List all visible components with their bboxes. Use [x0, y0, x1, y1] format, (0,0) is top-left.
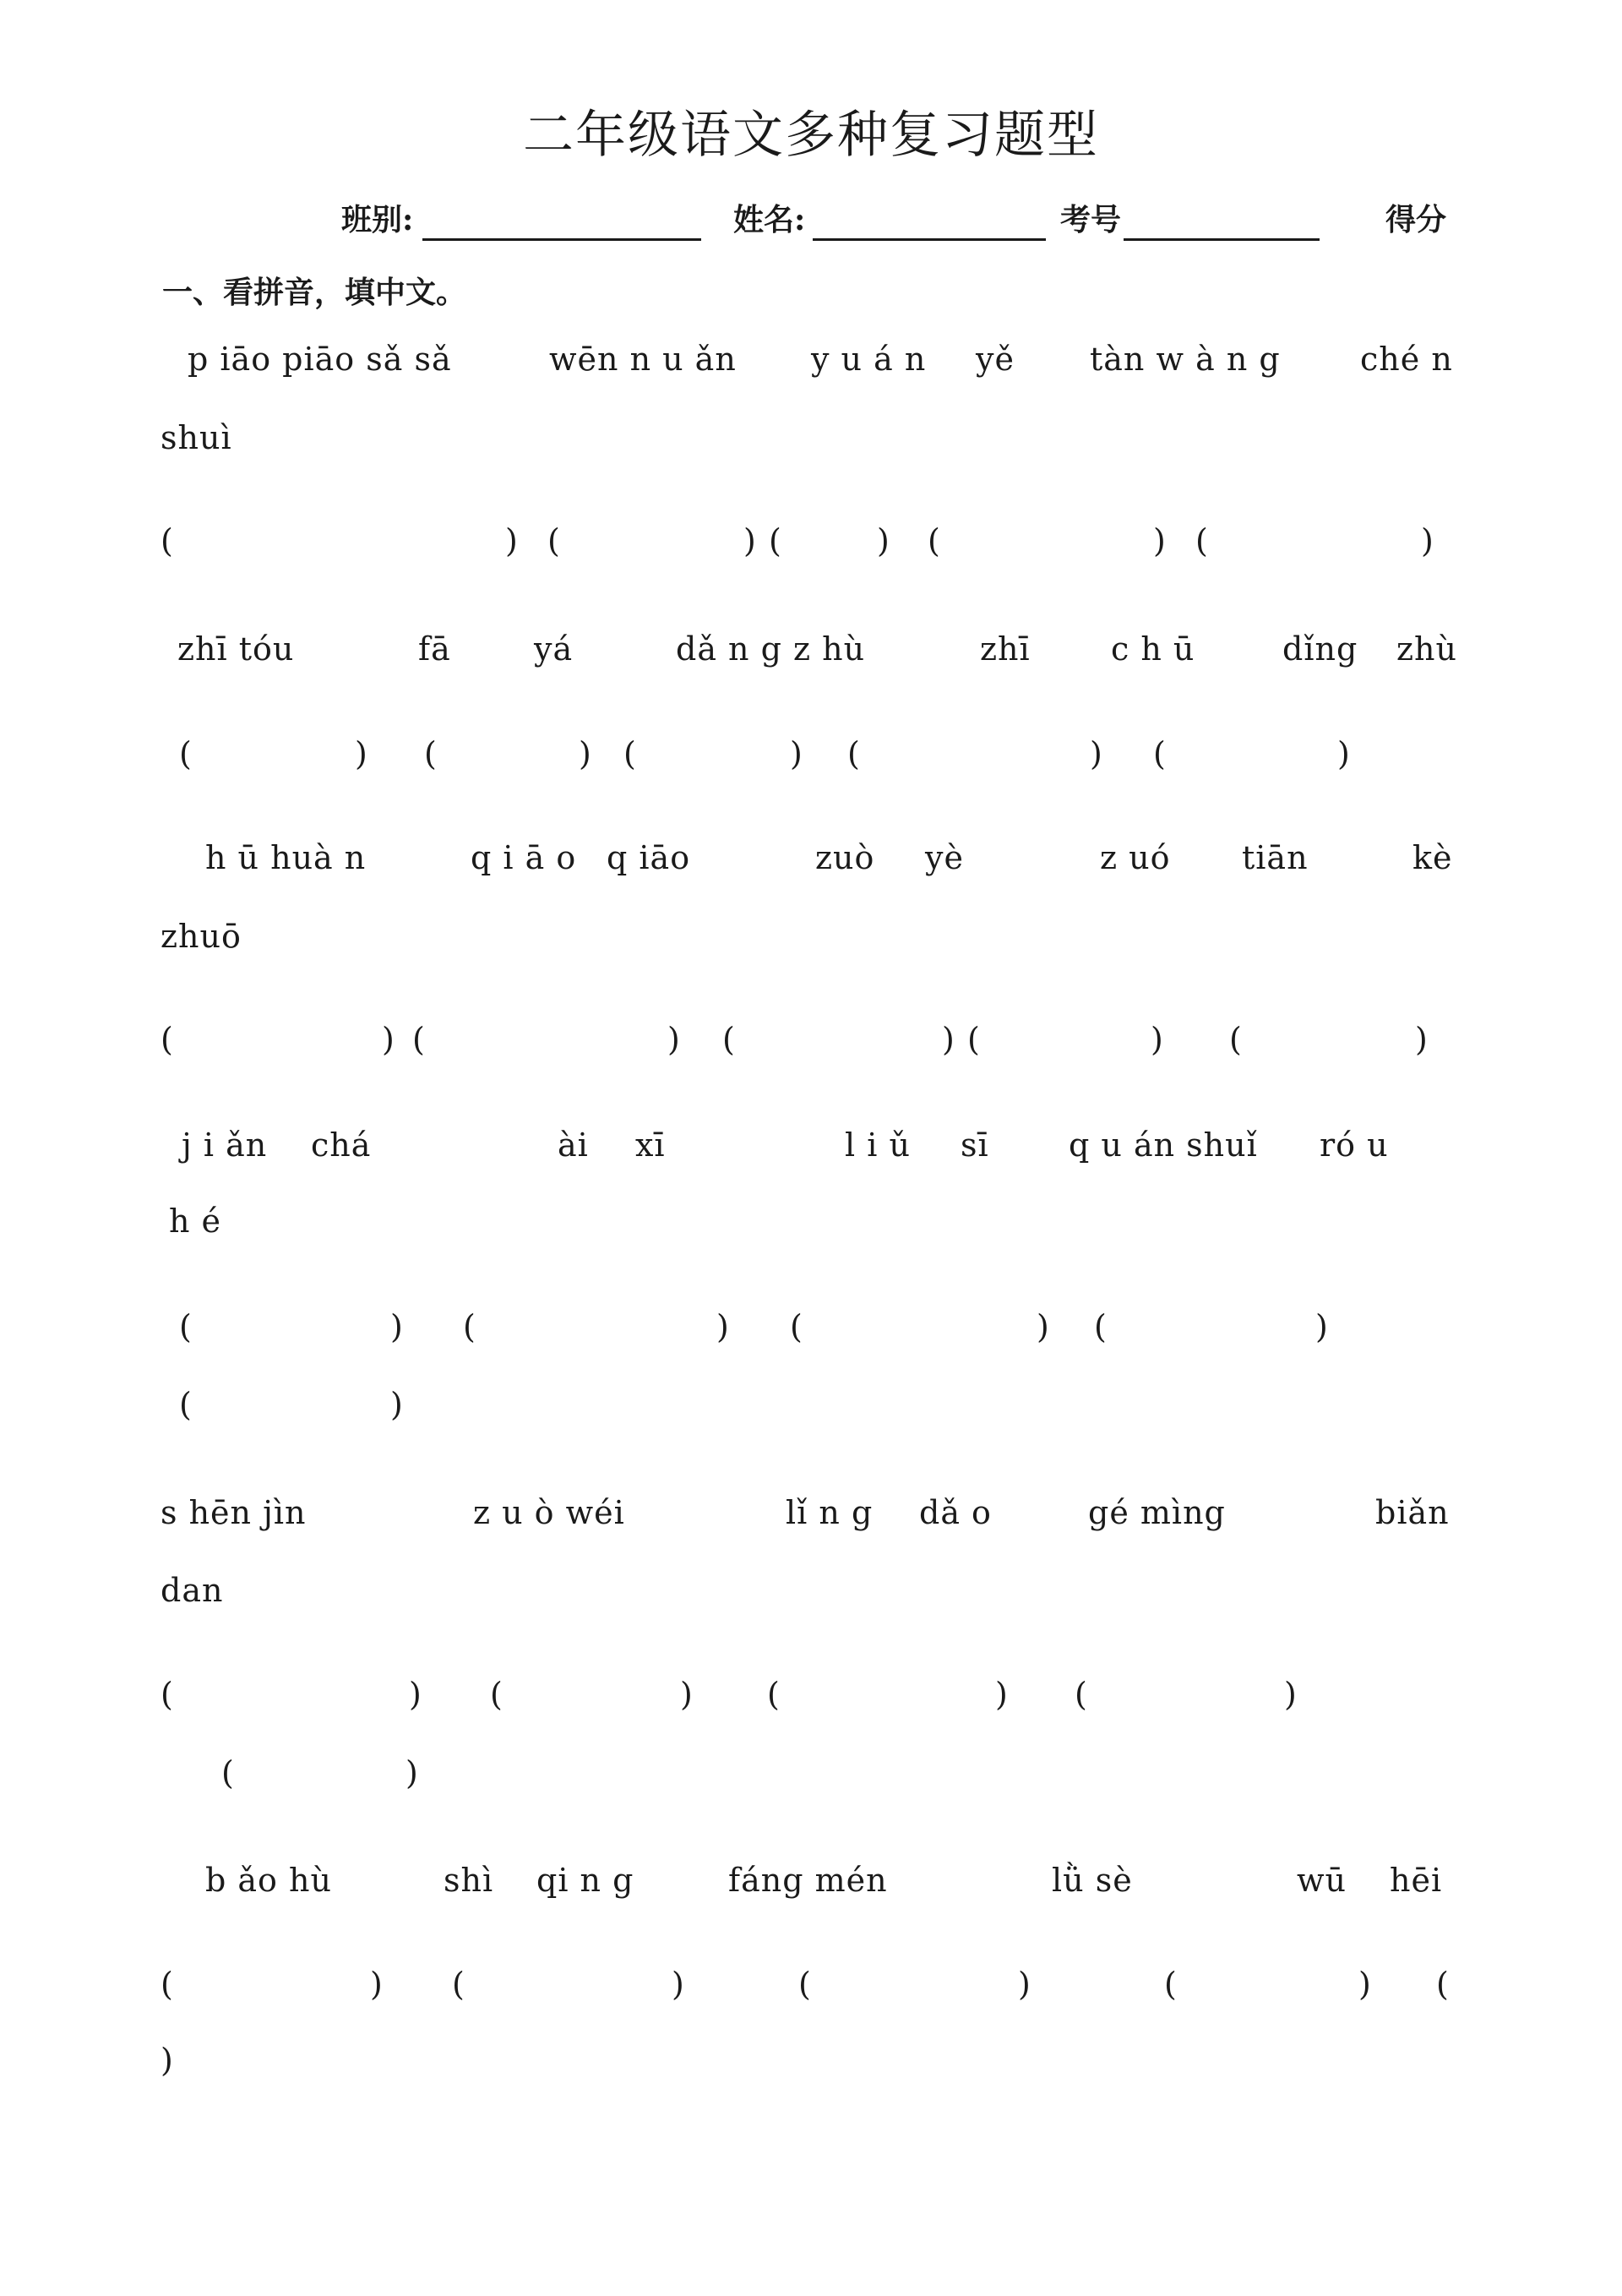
pinyin-row [0, 1120, 1622, 1170]
pinyin-word: yè [925, 839, 964, 876]
pinyin-word: j i ǎn [182, 1126, 268, 1164]
answer-open-paren[interactable]: ( [179, 1386, 192, 1423]
pinyin-word: xī [635, 1126, 666, 1164]
pinyin-word: q u án shuǐ [1069, 1126, 1258, 1164]
pinyin-word: zhī [980, 630, 1031, 668]
answer-open-paren[interactable]: ( [221, 1754, 234, 1792]
score-label: 得分 [1385, 202, 1447, 237]
answer-close-paren[interactable]: ) [1337, 735, 1350, 772]
pinyin-word: yá [534, 630, 574, 668]
class-label: 班别: [341, 202, 414, 237]
pinyin-row [0, 1487, 1622, 1538]
answer-row [0, 728, 1622, 779]
answer-close-paren[interactable]: ) [579, 735, 591, 772]
answer-close-paren[interactable]: ) [877, 522, 890, 559]
pinyin-word: wū [1297, 1862, 1347, 1899]
answer-open-paren[interactable]: ( [161, 1021, 173, 1058]
answer-open-paren[interactable]: ( [412, 1021, 425, 1058]
answer-row [0, 1959, 1622, 2010]
answer-open-paren[interactable]: ( [769, 522, 781, 559]
pinyin-word: kè [1412, 839, 1453, 876]
section-title: 一、看拼音，填中文。 [162, 275, 467, 310]
pinyin-word: p iāo piāo sǎ sǎ [188, 341, 452, 378]
pinyin-word: c h ū [1111, 630, 1195, 668]
pinyin-word: ài [558, 1126, 589, 1164]
pinyin-word: b ǎo hù [205, 1862, 332, 1899]
pinyin-word: tàn w à n g [1090, 341, 1281, 378]
answer-open-paren[interactable]: ( [967, 1021, 980, 1058]
answer-close-paren[interactable]: ) [1315, 1308, 1328, 1345]
answer-close-paren[interactable]: ) [995, 1676, 1008, 1713]
answer-close-paren[interactable]: ) [1037, 1308, 1049, 1345]
answer-close-paren[interactable]: ) [1090, 735, 1102, 772]
pinyin-word: l i ǔ [845, 1126, 911, 1164]
answer-open-paren[interactable]: ( [547, 522, 560, 559]
answer-row [0, 1379, 1622, 1430]
pinyin-word: dǎ o [919, 1494, 992, 1531]
pinyin-word: wēn n u ǎn [549, 341, 737, 378]
pinyin-word: gé mìng [1088, 1494, 1226, 1531]
pinyin-word: dǐng [1282, 630, 1358, 668]
answer-close-paren[interactable]: ) [672, 1966, 684, 2003]
pinyin-word: hēi [1390, 1862, 1443, 1899]
pinyin-word: tiān [1242, 839, 1309, 876]
pinyin-word: lǐ n g [786, 1494, 874, 1531]
pinyin-word: h é [169, 1203, 222, 1240]
pinyin-word: zuò [815, 839, 875, 876]
pinyin-word: s hēn jìn [161, 1494, 307, 1531]
pinyin-word: zhuō [161, 918, 242, 955]
name-label: 姓名: [733, 202, 806, 237]
pinyin-word: ché n [1360, 341, 1453, 378]
pinyin-row [0, 334, 1622, 384]
answer-close-paren[interactable]: ) [667, 1021, 680, 1058]
answer-row [0, 1669, 1622, 1720]
pinyin-word: dan [161, 1572, 224, 1609]
pinyin-word: sī [961, 1126, 989, 1164]
pinyin-row [0, 832, 1622, 883]
answer-open-paren[interactable]: ( [179, 1308, 192, 1345]
pinyin-row [0, 1855, 1622, 1906]
pinyin-word: fā [418, 630, 451, 668]
answer-open-paren[interactable]: ( [847, 735, 860, 772]
pinyin-word: q iāo [607, 839, 691, 876]
pinyin-word: q i ā o [471, 839, 577, 876]
exam-number-label: 考号 [1060, 202, 1122, 237]
answer-close-paren[interactable]: ) [716, 1308, 729, 1345]
answer-open-paren[interactable]: ( [1075, 1676, 1087, 1713]
answer-open-paren[interactable]: ( [1094, 1308, 1107, 1345]
pinyin-word: yě [976, 341, 1015, 378]
answer-open-paren[interactable]: ( [161, 1966, 173, 2003]
answer-close-paren[interactable]: ) [680, 1676, 693, 1713]
answer-close-paren[interactable]: ) [1284, 1676, 1297, 1713]
answer-close-paren[interactable]: ) [942, 1021, 955, 1058]
answer-close-paren[interactable]: ) [1421, 522, 1434, 559]
answer-open-paren[interactable]: ( [452, 1966, 465, 2003]
pinyin-word: biǎn [1375, 1494, 1450, 1531]
answer-open-paren[interactable]: ( [1153, 735, 1166, 772]
pinyin-word: shuì [161, 419, 232, 456]
answer-row [0, 1014, 1622, 1065]
pinyin-row [0, 624, 1622, 674]
answer-open-paren[interactable]: ( [161, 522, 173, 559]
answer-open-paren[interactable]: ( [1164, 1966, 1177, 2003]
answer-open-paren[interactable]: ( [790, 1308, 803, 1345]
pinyin-word: zhī tóu [177, 630, 295, 668]
answer-close-paren[interactable]: ) [409, 1676, 422, 1713]
answer-open-paren[interactable]: ( [463, 1308, 476, 1345]
answer-row [0, 1301, 1622, 1352]
pinyin-word: ró u [1320, 1126, 1389, 1164]
page-title: 二年级语文多种复习题型 [523, 106, 1099, 165]
answer-open-paren[interactable]: ( [161, 1676, 173, 1713]
pinyin-row [0, 1196, 1622, 1246]
answer-close-paren[interactable]: ) [790, 735, 803, 772]
name-blank[interactable] [813, 238, 1046, 241]
answer-open-paren[interactable]: ( [722, 1021, 735, 1058]
pinyin-row [0, 412, 1622, 463]
answer-close-paren[interactable]: ) [406, 1754, 418, 1792]
answer-close-paren[interactable]: ) [355, 735, 367, 772]
pinyin-word: y u á n [811, 341, 927, 378]
pinyin-word: lǜ sè [1052, 1862, 1133, 1899]
answer-open-paren[interactable]: ( [1195, 522, 1208, 559]
answer-open-paren[interactable]: ( [179, 735, 192, 772]
answer-close-paren[interactable]: ) [161, 2042, 173, 2079]
answer-open-paren[interactable]: ( [490, 1676, 503, 1713]
class-blank[interactable] [422, 238, 701, 241]
answer-row [0, 515, 1622, 566]
pinyin-word: fáng mén [728, 1862, 888, 1899]
answer-open-paren[interactable]: ( [623, 735, 636, 772]
answer-close-paren[interactable]: ) [1151, 1021, 1163, 1058]
answer-open-paren[interactable]: ( [798, 1966, 811, 2003]
answer-close-paren[interactable]: ) [382, 1021, 395, 1058]
answer-open-paren[interactable]: ( [1436, 1966, 1449, 2003]
pinyin-row [0, 1565, 1622, 1616]
answer-close-paren[interactable]: ) [743, 522, 756, 559]
pinyin-row [0, 911, 1622, 962]
answer-close-paren[interactable]: ) [390, 1308, 403, 1345]
answer-close-paren[interactable]: ) [1415, 1021, 1428, 1058]
pinyin-word: z u ò wéi [473, 1494, 625, 1531]
pinyin-word: h ū huà n [205, 839, 367, 876]
answer-close-paren[interactable]: ) [1153, 522, 1166, 559]
answer-row [0, 1748, 1622, 1798]
answer-close-paren[interactable]: ) [390, 1386, 403, 1423]
answer-open-paren[interactable]: ( [928, 522, 940, 559]
pinyin-word: chá [311, 1126, 372, 1164]
answer-open-paren[interactable]: ( [767, 1676, 780, 1713]
exam-number-blank[interactable] [1124, 238, 1320, 241]
answer-close-paren[interactable]: ) [1018, 1966, 1031, 2003]
pinyin-word: qi n g [536, 1862, 634, 1899]
answer-open-paren[interactable]: ( [424, 735, 437, 772]
answer-row [0, 2035, 1622, 2086]
answer-open-paren[interactable]: ( [1229, 1021, 1242, 1058]
answer-close-paren[interactable]: ) [370, 1966, 383, 2003]
pinyin-word: zhù [1396, 630, 1457, 668]
pinyin-word: z uó [1100, 839, 1171, 876]
pinyin-word: shì [444, 1862, 494, 1899]
pinyin-word: dǎ n g z hù [676, 630, 866, 668]
answer-close-paren[interactable]: ) [505, 522, 518, 559]
answer-close-paren[interactable]: ) [1358, 1966, 1371, 2003]
